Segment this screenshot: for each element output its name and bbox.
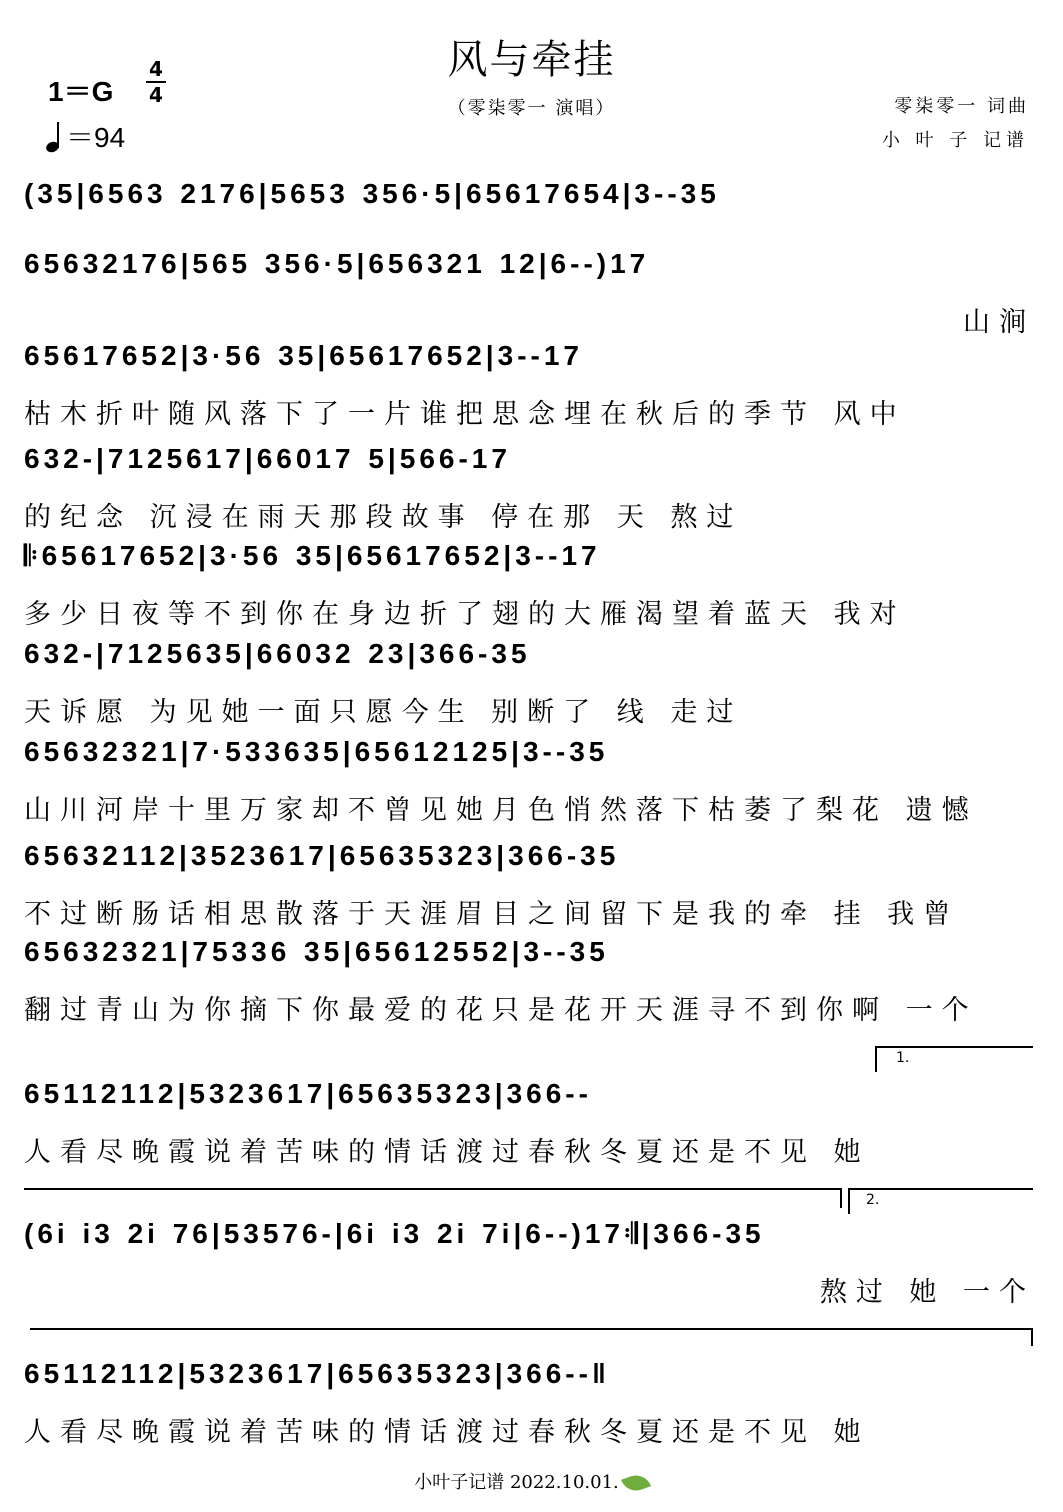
time-numerator: 4 — [149, 57, 163, 81]
volta-bracket-1 — [875, 1046, 1033, 1048]
final-bracket-edge — [1031, 1328, 1033, 1346]
lyric-row: 的纪念 沉浸在雨天那段故事 停在那 天 熬过 — [24, 502, 743, 533]
lyric-row: 熬过 她 一个 — [819, 1277, 1035, 1308]
notation-row: 𝄆65617652|3·56 35|65617652|3--17 — [24, 540, 601, 571]
notation-row: (6i i3 2i 76|53576-|6i i3 2i 7i|6--)17𝄇|366-35 — [24, 1218, 765, 1249]
lyric-row: 翻过青山为你摘下你最爱的花只是花开天涯寻不到你啊 一个 — [24, 995, 978, 1026]
score-line — [0, 840, 1063, 930]
time-signature — [146, 58, 166, 106]
score-line — [0, 736, 1063, 826]
score-line — [0, 340, 1063, 430]
song-title: 风与牵挂 — [447, 37, 616, 83]
tempo-value: ＝94 — [66, 122, 126, 153]
notation-row: 65617652|3·56 35|65617652|3--17 — [24, 340, 583, 371]
key-signature: 1＝G — [48, 76, 114, 107]
volta-bracket-2 — [848, 1188, 1033, 1190]
lyric-row: 枯木折叶随风落下了一片谁把思念埋在秋后的季节 风中 — [24, 399, 906, 430]
volta-label-2: 2. — [866, 1192, 880, 1208]
volta-label-1: 1. — [896, 1050, 910, 1066]
divider-edge — [840, 1188, 842, 1208]
score-line — [0, 540, 1063, 630]
lyric-row: 山川河岸十里万家却不曾见她月色悄然落下枯萎了梨花 遗憾 — [24, 795, 978, 826]
lyric-row: 人看尽晚霞说着苦味的情话渡过春秋冬夏还是不见 她 — [24, 1417, 870, 1448]
notation-row: 632-|7125617|66017 5|566-17 — [24, 443, 511, 474]
score-line — [0, 248, 1063, 338]
time-denominator: 4 — [149, 83, 163, 107]
lyric-row: 山涧 — [963, 307, 1035, 338]
score-line — [0, 638, 1063, 728]
quarter-note-icon — [46, 120, 60, 152]
notation-row: 65632112|3523617|65635323|366-35 — [24, 840, 620, 871]
notation-row: 65632176|565 356·5|656321 12|6--)17 — [24, 248, 650, 279]
notation-row: (35|6563 2176|5653 356·5|65617654|3--35 — [24, 178, 720, 209]
notation-row: 65632321|7·533635|65612125|3--35 — [24, 736, 609, 767]
footer-text: 小叶子记谱 2022.10.01. — [414, 1472, 619, 1493]
score-line — [0, 1358, 1063, 1448]
volta-bracket-2-edge — [848, 1188, 850, 1214]
lyric-row: 不过断肠话相思散落于天涯眉目之间留下是我的牵 挂 我曾 — [24, 899, 960, 930]
lyric-row: 天诉愿 为见她一面只愿今生 别断了 线 走过 — [24, 697, 743, 728]
score-line — [0, 178, 1063, 238]
notation-row: 65632321|75336 35|65612552|3--35 — [24, 936, 609, 967]
final-bracket-line — [30, 1328, 1033, 1330]
footer-signature — [0, 1468, 1063, 1494]
volta-bracket-1-edge — [875, 1046, 877, 1072]
notation-row: 65112112|5323617|65635323|366--‖ — [24, 1358, 610, 1389]
score-line — [0, 1218, 1063, 1308]
section-divider-line — [24, 1188, 842, 1190]
leaf-icon — [621, 1471, 651, 1495]
notation-row: 632-|7125635|66032 23|366-35 — [24, 638, 531, 669]
transcriber-credit: 小 叶 子 记谱 — [881, 130, 1029, 151]
lyric-row: 人看尽晚霞说着苦味的情话渡过春秋冬夏还是不见 她 — [24, 1137, 870, 1168]
lyrics-music-credit: 零柒零一 词曲 — [894, 96, 1029, 117]
score-line — [0, 936, 1063, 1026]
lyric-row: 多少日夜等不到你在身边折了翅的大雁渴望着蓝天 我对 — [24, 599, 906, 630]
tempo-marking — [46, 116, 125, 156]
score-line — [0, 1078, 1063, 1168]
notation-row: 65112112|5323617|65635323|366-- — [24, 1078, 592, 1109]
score-line — [0, 443, 1063, 533]
performer-subtitle: （零柒零一 演唱） — [447, 98, 616, 119]
